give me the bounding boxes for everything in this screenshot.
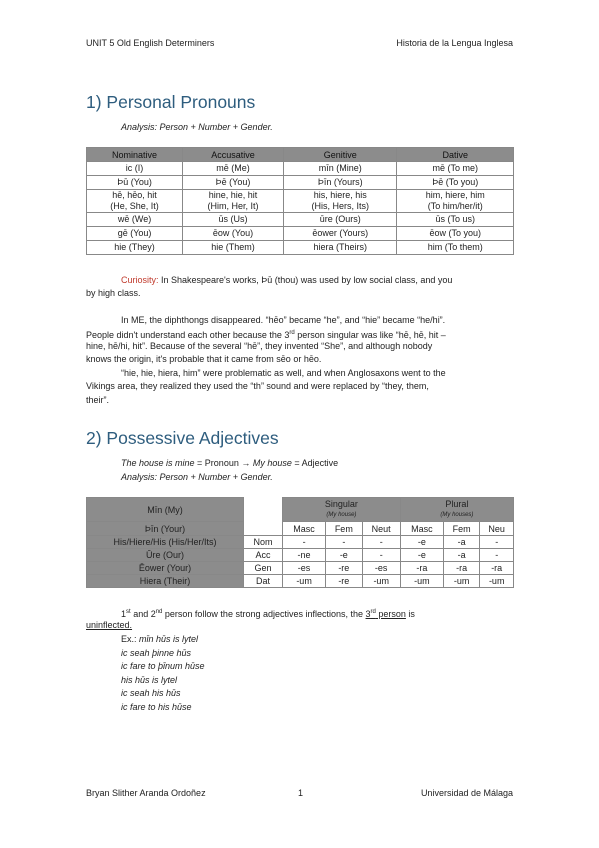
paragraph-text: People didn't understand each other because the 3 — [86, 330, 290, 340]
table-row — [87, 536, 514, 549]
case-cell: Dat — [244, 575, 283, 588]
row-label: His/Hiere/His (His/Her/Its) — [87, 536, 244, 549]
table-cell: ēower (Yours) — [283, 227, 397, 241]
example-line — [121, 457, 338, 471]
table-cell: him, hiere, him (To him/her/it) — [397, 190, 514, 213]
column-header: Accusative — [183, 148, 284, 162]
row-label: Ūre (Our) — [87, 549, 244, 562]
empty-cell — [244, 498, 283, 536]
table-cell: ūs (Us) — [183, 213, 284, 227]
ending-cell: - — [480, 536, 514, 549]
section-title: 1) Personal Pronouns — [86, 92, 256, 112]
text: = Pronoun → — [194, 458, 253, 468]
ending-cell: -a — [443, 549, 479, 562]
table-cell: mē (Me) — [183, 162, 284, 176]
section-title: 2) Possessive Adjectives — [86, 428, 279, 448]
table-cell: Þū (You) — [87, 176, 183, 190]
table-row — [87, 562, 514, 575]
table-cell: ēow (You) — [183, 227, 284, 241]
paragraph-text: person singular was like “hē, hē, hit – — [294, 330, 446, 340]
header-right: Historia de la Lengua Inglesa — [396, 38, 513, 48]
superscript: st — [126, 609, 131, 615]
note-line — [121, 606, 415, 622]
example-list — [121, 633, 205, 714]
paragraph-line: “hie, hie, hiera, him” were problematic as well, and when Anglosaxons went to the — [121, 368, 446, 378]
personal-pronouns-table — [86, 147, 514, 255]
case-cell: Gen — [244, 562, 283, 575]
table-cell: Þīn (Yours) — [283, 176, 397, 190]
page-number: 1 — [298, 788, 304, 798]
paragraph-line: hine, hē/hi, hit”. Because of the several “hē”, they invented “She”, and although nobody — [86, 341, 433, 351]
ending-cell: -um — [283, 575, 326, 588]
header-label: Singular — [324, 498, 358, 509]
ending-cell: -ra — [400, 562, 443, 575]
text: = Adjective — [291, 458, 339, 468]
ending-cell: -ne — [283, 549, 326, 562]
ending-cell: -um — [443, 575, 479, 588]
header-sub: (My houses) — [440, 511, 474, 518]
underlined-text — [366, 609, 406, 619]
table-row — [87, 176, 514, 190]
curiosity-text: In Shakespeare's works, Þū (thou) was used by low social class, and you — [158, 275, 453, 285]
gender-cell: Neut — [362, 522, 400, 536]
table-cell: his, hiere, his (His, Hers, Its) — [283, 190, 397, 213]
ending-cell: -e — [326, 549, 362, 562]
plural-header — [400, 498, 513, 522]
ending-cell: - — [362, 549, 400, 562]
header-label: Plural — [445, 498, 469, 509]
table-cell: mē (To me) — [397, 162, 514, 176]
example-item: his hūs is lytel — [121, 674, 178, 685]
example-label: Ex.: — [121, 634, 140, 644]
text: person — [375, 609, 406, 619]
table-cell: hine, hie, hit (Him, Her, It) — [183, 190, 284, 213]
column-header: Nominative — [87, 148, 183, 162]
table-cell: wē (We) — [87, 213, 183, 227]
table-cell: ēow (To you) — [397, 227, 514, 241]
table-row — [87, 241, 514, 255]
curiosity-label: Curiosity: — [121, 275, 159, 285]
table-cell: hie (They) — [87, 241, 183, 255]
table-cell: ic (I) — [87, 162, 183, 176]
example-item — [121, 633, 205, 647]
ending-cell: -um — [480, 575, 514, 588]
text: and 2 — [130, 609, 156, 619]
example-item: ic fare to his hūse — [121, 701, 192, 712]
superscript: nd — [155, 609, 163, 615]
ending-cell: -e — [400, 549, 443, 562]
ending-cell: -um — [400, 575, 443, 588]
ending-cell: -es — [283, 562, 326, 575]
italic-text: My house — [252, 458, 292, 468]
ending-cell: -um — [362, 575, 400, 588]
table-cell: hiera (Theirs) — [283, 241, 397, 255]
text: person follow the strong adjectives inflections, the — [162, 609, 366, 619]
gender-cell: Neu — [480, 522, 514, 536]
ending-cell: -es — [362, 562, 400, 575]
table-row — [87, 575, 514, 588]
gender-cell: Masc — [283, 522, 326, 536]
curiosity-line-2: by high class. — [86, 288, 141, 298]
curiosity-line — [121, 274, 521, 288]
table-cell: ūs (To us) — [397, 213, 514, 227]
column-header: Genitive — [283, 148, 397, 162]
table-row — [87, 549, 514, 562]
gender-cell: Fem — [443, 522, 479, 536]
ending-cell: - — [362, 536, 400, 549]
paragraph-line: In ME, the diphthongs disappeared. “hēo” became “he”, and “hie” became “he/hi”. — [121, 315, 446, 325]
example-item: ic fare to þīnum hūse — [121, 661, 205, 671]
column-header: Dative — [397, 148, 514, 162]
case-cell: Acc — [244, 549, 283, 562]
ending-cell: -ra — [480, 562, 514, 575]
analysis-text: Analysis: Person + Number + Gender. — [121, 472, 273, 482]
table-cell: mīn (Mine) — [283, 162, 397, 176]
table-cell: gē (You) — [87, 227, 183, 241]
footer-right: Universidad de Málaga — [420, 788, 513, 798]
header-left: UNIT 5 Old English Determiners — [86, 38, 215, 48]
table-cell: Þīn (Your) — [87, 522, 244, 536]
ending-cell: - — [480, 549, 514, 562]
table-row — [87, 190, 514, 213]
ending-cell: - — [326, 536, 362, 549]
table-cell: hie (Them) — [183, 241, 284, 255]
row-label: Hiera (Their) — [87, 575, 244, 588]
gender-cell: Masc — [400, 522, 443, 536]
superscript: rd — [289, 330, 295, 336]
ending-cell: -a — [443, 536, 479, 549]
possessive-adjectives-table — [86, 497, 514, 588]
case-cell: Nom — [244, 536, 283, 549]
footer-left: Bryan Slither Aranda Ordoñez — [86, 788, 206, 798]
table-cell: him (To them) — [397, 241, 514, 255]
note-line-2: uninflected. — [86, 620, 133, 630]
text: is — [405, 609, 415, 619]
paragraph-line: their”. — [86, 395, 110, 405]
table-row — [87, 522, 514, 536]
table-row — [87, 227, 514, 241]
table-row — [87, 213, 514, 227]
example-item: ic seah þinne hūs — [121, 647, 192, 658]
table-header-row — [87, 148, 514, 162]
table-cell: Mīn (My) — [87, 498, 244, 522]
superscript: rd — [370, 609, 376, 615]
table-cell: Þē (You) — [183, 176, 284, 190]
header-sub: (My house) — [326, 511, 357, 518]
example-item: ic seah his hūs — [121, 688, 181, 698]
ending-cell: -re — [326, 562, 362, 575]
text: 3 — [365, 609, 371, 619]
singular-header — [283, 498, 401, 522]
analysis-text: Analysis: Person + Number + Gender. — [121, 122, 273, 132]
ending-cell: -ra — [443, 562, 479, 575]
italic-text: The house is mine — [121, 458, 195, 468]
paragraph-line: knows the origin, it's probable that it came from sēo or hēo. — [86, 354, 322, 364]
example-text: mīn hūs is lytel — [139, 634, 199, 644]
ending-cell: -re — [326, 575, 362, 588]
table-cell: Þē (To you) — [397, 176, 514, 190]
table-row — [87, 162, 514, 176]
text: 1 — [121, 609, 127, 619]
gender-cell: Fem — [326, 522, 362, 536]
ending-cell: - — [283, 536, 326, 549]
table-cell: ūre (Ours) — [283, 213, 397, 227]
ending-cell: -e — [400, 536, 443, 549]
row-label: Ēower (Your) — [87, 562, 244, 575]
table-cell: hē, hēo, hit (He, She, It) — [87, 190, 183, 213]
table-row — [87, 498, 514, 522]
paragraph-line: Vikings area, they realized they used the “th” sound and were replaced by “they, them, — [86, 381, 429, 391]
